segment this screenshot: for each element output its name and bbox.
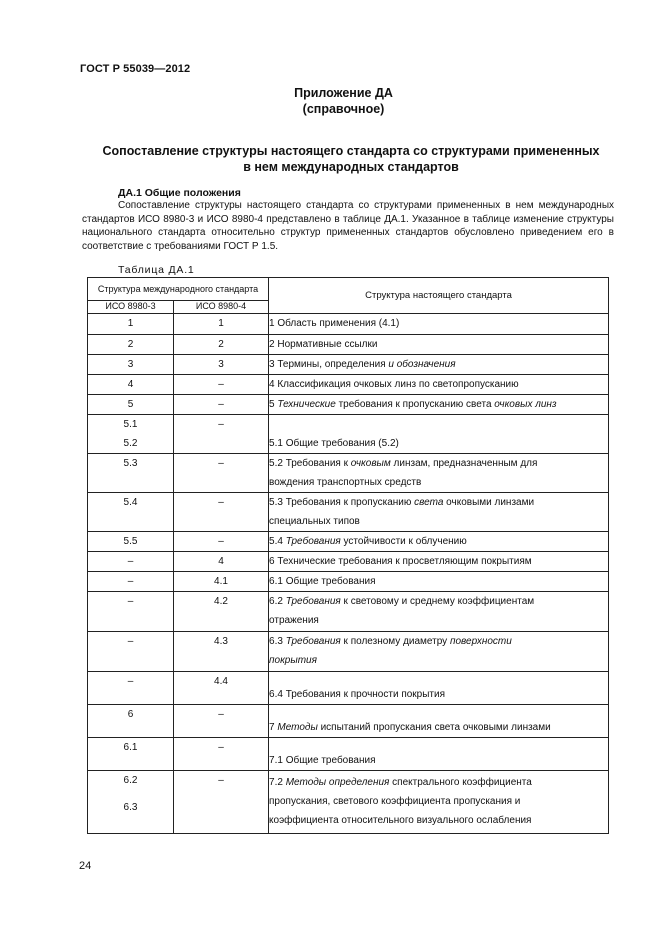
text-part-italic: очковым (350, 458, 391, 469)
national-cell (269, 632, 609, 672)
text-part: спектрального коэффициента (389, 777, 532, 788)
text-part-italic: Требования (285, 596, 341, 607)
national-cell (269, 454, 609, 493)
iso4-cell: 1 (174, 314, 269, 335)
table-row (88, 454, 609, 493)
text-part-italic: очковых линз (494, 399, 557, 410)
iso3-cell: 3 (88, 355, 174, 375)
text-part-italic: света (414, 497, 444, 508)
iso4-cell: – (174, 532, 269, 552)
national-cell: 2 Нормативные ссылки (269, 335, 609, 355)
iso3-cell: 1 (88, 314, 174, 335)
annex-subtitle: (справочное) (302, 102, 385, 116)
iso4-cell: – (174, 738, 269, 771)
text-part-italic: Требования (285, 636, 341, 647)
annex-title-line: Приложение ДА (294, 86, 393, 100)
iso3-cell: 2 (88, 335, 174, 355)
iso3-cell: – (88, 632, 174, 672)
header-iso-8980-3: ИСО 8980-3 (88, 301, 174, 314)
table-row (88, 572, 609, 592)
text-part: 5.3 Требования к пропусканию (269, 497, 415, 508)
iso3-cell: – (88, 552, 174, 572)
national-cell (269, 705, 609, 738)
text-part: 7.2 (269, 777, 286, 788)
national-cell: 6.4 Требования к прочности покрытия (269, 672, 609, 705)
national-cell: 7.1 Общие требования (269, 738, 609, 771)
main-heading-line-1: Сопоставление структуры настоящего стандарта со структурами примененных (102, 144, 600, 158)
text-part-italic: и обозначения (388, 359, 456, 370)
text-part: 3 Термины, определения (269, 359, 389, 370)
iso3-value: 5.1 (123, 419, 138, 430)
national-cell (269, 355, 609, 375)
table-header-row (88, 278, 609, 301)
iso3-cell: 5.3 (88, 454, 174, 493)
iso3-cell: 5.5 (88, 532, 174, 552)
text-line (269, 592, 608, 611)
document-code: ГОСТ Р 55039—2012 (80, 63, 191, 75)
comparison-table (87, 277, 609, 834)
national-cell: 6 Технические требования к просветляющим покрытиям (269, 552, 609, 572)
table-row (88, 632, 609, 672)
text-line: специальных типов (269, 516, 360, 527)
iso4-cell: 4.1 (174, 572, 269, 592)
text-line: отражения (269, 615, 319, 626)
table-row (88, 771, 609, 834)
table-row (88, 415, 609, 454)
text-line: коэффициента относительного визуального ослабления (269, 815, 532, 826)
text-part-italic: Требования (285, 536, 341, 547)
iso3-cell: – (88, 592, 174, 632)
national-cell (269, 532, 609, 552)
national-cell: 5.1 Общие требования (5.2) (269, 415, 609, 454)
text-part: к световому и среднему коэффициентам (340, 596, 535, 607)
iso4-cell: – (174, 395, 269, 415)
text-line (269, 493, 608, 512)
iso4-cell: 3 (174, 355, 269, 375)
iso3-cell (88, 415, 174, 454)
national-cell (269, 493, 609, 532)
text-part: очковыми линзами (443, 497, 535, 508)
iso4-cell: 4.3 (174, 632, 269, 672)
iso4-cell: 4 (174, 552, 269, 572)
text-part: 6.3 (269, 636, 286, 647)
text-line (269, 773, 608, 792)
table-row (88, 493, 609, 532)
text-line-italic: покрытия (269, 655, 317, 666)
table-row (88, 335, 609, 355)
iso4-cell: – (174, 454, 269, 493)
national-cell (269, 592, 609, 632)
table-row (88, 552, 609, 572)
text-part-italic: Технические (277, 399, 336, 410)
iso4-cell: – (174, 415, 269, 454)
text-line (269, 632, 608, 651)
text-part: требования к пропусканию света (335, 399, 495, 410)
header-group-international: Структура международного стандарта (88, 278, 269, 301)
text-part: 5 (269, 399, 278, 410)
iso3-cell (88, 771, 174, 834)
annex-title (0, 85, 661, 117)
table-row (88, 592, 609, 632)
iso3-value: 5.2 (123, 438, 138, 449)
table-row (88, 705, 609, 738)
iso3-cell: 4 (88, 375, 174, 395)
table-row (88, 738, 609, 771)
iso3-value: 6.3 (123, 802, 138, 813)
text-part: 5.2 Требования к (269, 458, 351, 469)
iso3-cell: 5 (88, 395, 174, 415)
national-cell (269, 395, 609, 415)
text-part-italic: поверхности (449, 636, 512, 647)
table-row (88, 314, 609, 335)
table-row (88, 395, 609, 415)
table-row (88, 375, 609, 395)
iso4-cell: – (174, 705, 269, 738)
table-caption: Таблица ДА.1 (118, 264, 195, 276)
main-heading-line-2: в нем международных стандартов (243, 160, 459, 174)
text-line: пропускания, светового коэффициента пропускания и (269, 796, 521, 807)
text-part: 6.2 (269, 596, 286, 607)
iso4-cell: 2 (174, 335, 269, 355)
text-part: к полезному диаметру (340, 636, 450, 647)
text-part-italic: Методы определения (285, 777, 390, 788)
iso3-cell: 5.4 (88, 493, 174, 532)
national-cell: 6.1 Общие требования (269, 572, 609, 592)
iso4-cell: – (174, 375, 269, 395)
text-part: линзам, предназначенным для (390, 458, 538, 469)
national-cell: 4 Классификация очковых линз по светопропусканию (269, 375, 609, 395)
text-part-italic: Методы (277, 722, 318, 733)
iso3-value: 6.2 (123, 775, 138, 786)
main-heading (78, 143, 624, 175)
iso3-cell: – (88, 672, 174, 705)
header-iso-8980-4: ИСО 8980-4 (174, 301, 269, 314)
iso3-cell: 6 (88, 705, 174, 738)
iso4-cell: – (174, 771, 269, 834)
table-row (88, 355, 609, 375)
text-part: испытаний пропускания света очковыми линзами (317, 722, 551, 733)
text-line (269, 454, 608, 473)
iso3-cell: – (88, 572, 174, 592)
table-row (88, 672, 609, 705)
text-part: устойчивости к облучению (340, 536, 467, 547)
national-cell: 1 Область применения (4.1) (269, 314, 609, 335)
text-part: 7 (269, 722, 278, 733)
iso4-cell: – (174, 493, 269, 532)
text-line: вождения транспортных средств (269, 477, 422, 488)
section-heading: ДА.1 Общие положения (118, 187, 241, 199)
header-national-structure: Структура настоящего стандарта (269, 278, 609, 314)
iso4-cell: 4.2 (174, 592, 269, 632)
national-cell (269, 771, 609, 834)
page-number: 24 (79, 860, 92, 872)
intro-paragraph: Сопоставление структуры настоящего стандарта со структурами примененных в нем международных стандартов ИСО 8980-3 и ИСО 8980-4 представлено в таблице ДА.1. Указанное в таблице изменение структуры национального стандарта относительно структур примененных стандартов обусловлено приведением его в соответствие с требованиями ГОСТ Р 1.5. (82, 200, 614, 252)
iso4-cell: 4.4 (174, 672, 269, 705)
iso3-cell: 6.1 (88, 738, 174, 771)
text-part: 5.4 (269, 536, 286, 547)
table-row (88, 532, 609, 552)
